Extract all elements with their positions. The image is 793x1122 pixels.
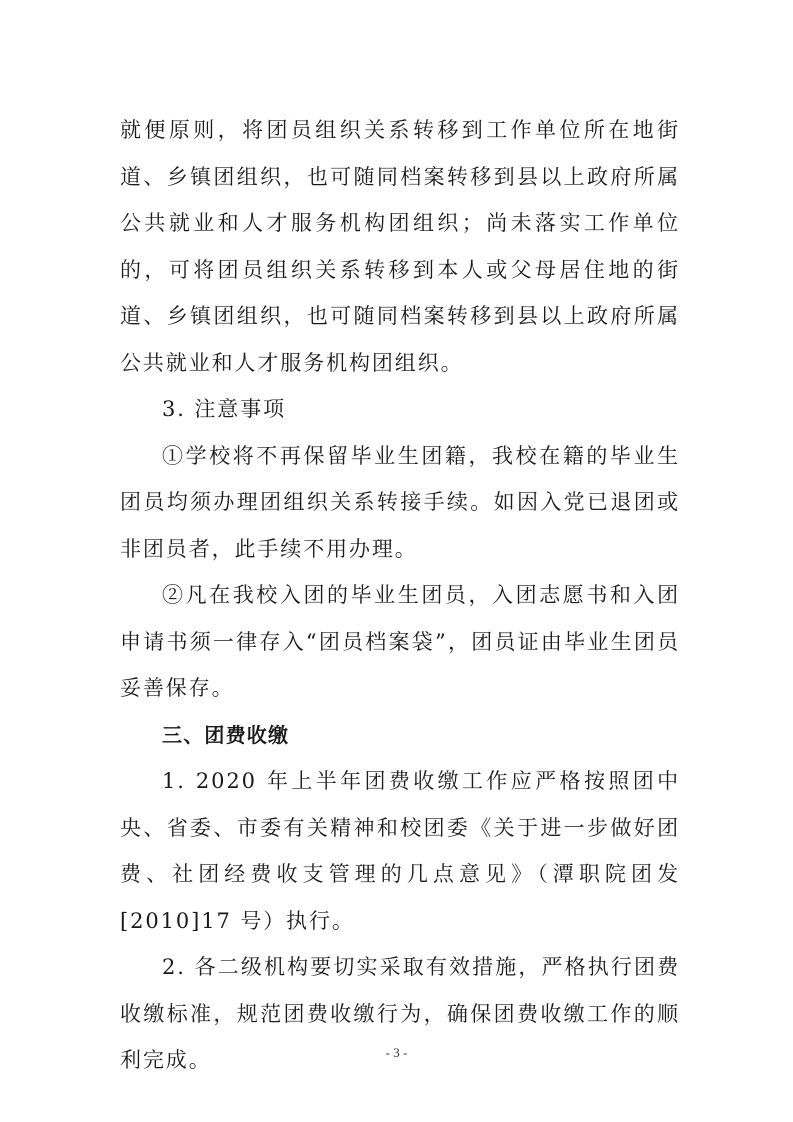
subheading-notes: 3. 注意事项 xyxy=(162,397,287,421)
document-body xyxy=(120,107,680,1084)
paragraph-note-1: ①学校将不再保留毕业生团籍，我校在籍的毕业生团员均须办理团组织关系转接手续。如因入党已退团或非团员者，此手续不用办理。 xyxy=(120,443,680,561)
paragraph-transfer-rule: 就便原则，将团员组织关系转移到工作单位所在地街道、乡镇团组织，也可随同档案转移到县以上政府所属公共就业和人才服务机构团组织；尚未落实工作单位的，可将团员组织关系转移到本人或父母居住地的街道、乡镇团组织，也可随同档案转移到县以上政府所属公共就业和人才服务机构团组织。 xyxy=(120,118,680,375)
paragraph-fee-1: 1. 2020 年上半年团费收缴工作应严格按照团中央、省委、市委有关精神和校团委《关于进一步做好团费、社团经费收支管理的几点意见》（潭职院团发[2010]17 号）执行。 xyxy=(120,769,680,933)
page-number: - 3 - xyxy=(385,1045,408,1060)
section-heading-league-fees: 三、团费收缴 xyxy=(162,722,290,747)
paragraph-fee-2: 2. 各二级机构要切实采取有效措施，严格执行团费收缴标准，规范团费收缴行为，确保团费收缴工作的顺利完成。 xyxy=(120,955,680,1072)
paragraph-note-2: ②凡在我校入团的毕业生团员，入团志愿书和入团申请书须一律存入“团员档案袋”，团员证由毕业生团员妥善保存。 xyxy=(120,583,680,700)
